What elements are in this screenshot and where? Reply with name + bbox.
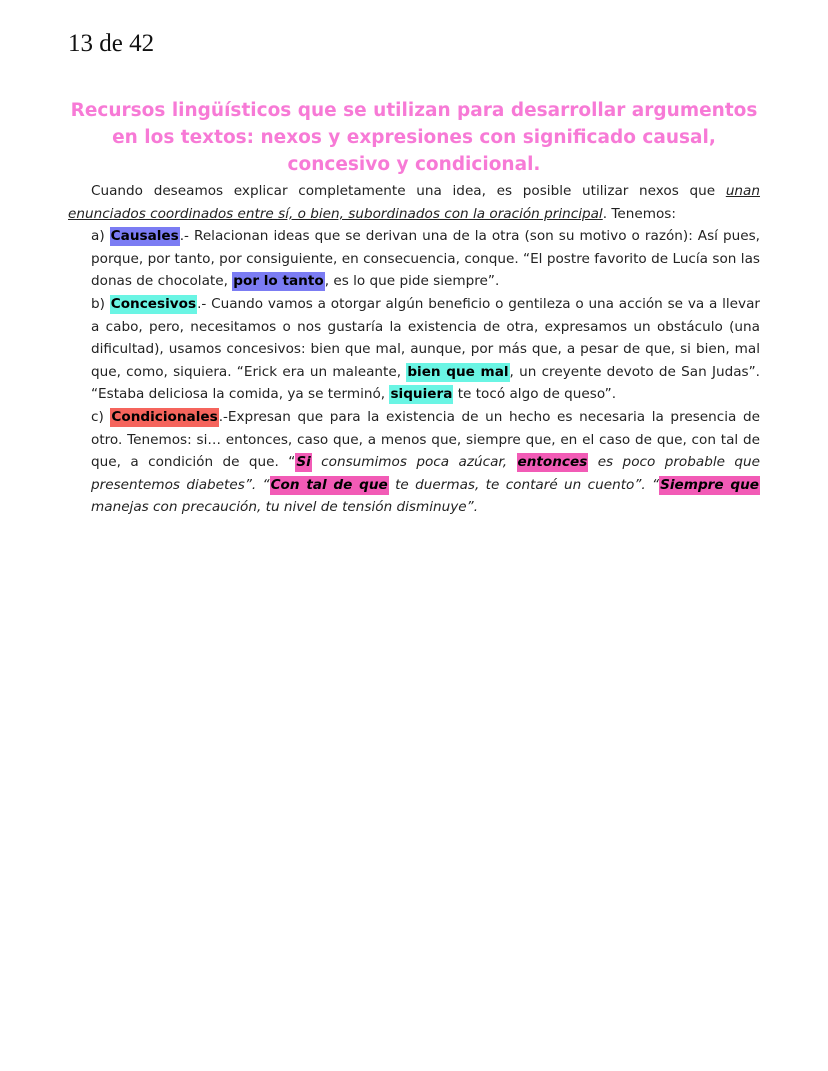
term-condicionales: Condicionales xyxy=(111,408,218,425)
body-text xyxy=(68,180,760,519)
example-highlight: bien que mal xyxy=(407,363,509,380)
list-item-concesivos xyxy=(68,293,760,406)
item-text: es poco probable que presentemos diabetes”. “ xyxy=(91,454,760,493)
example-highlight: Siempre que xyxy=(660,476,759,493)
term-causales: Causales xyxy=(110,228,179,245)
intro-underlined-text: unan enunciados coordinados entre sí, o bien, subordinados con la oración principal xyxy=(68,183,760,222)
example-highlight: siquiera xyxy=(390,386,453,403)
item-text: .-Expresan que para la existencia de un hecho es necesaria la presencia de otro. Tenemos: si… entonces, caso que, a menos que, siempre que, en el caso de que, con tal de que, a condición de que. “ xyxy=(91,408,760,471)
intro-paragraph xyxy=(68,180,760,225)
item-text: , es lo que pide siempre”. xyxy=(324,273,500,290)
example-highlight: por lo tanto xyxy=(233,273,324,290)
item-text: .- Relacionan ideas que se derivan una de la otra (son su motivo o razón): Así pues, porque, por tanto, por consiguiente, en consecuencia, conque. “El postre favorito de Lucía son las donas de chocolate, xyxy=(91,228,760,290)
list-marker: a) xyxy=(91,228,110,245)
item-text: manejas con precaución, tu nivel de tensión disminuye”. xyxy=(91,499,479,516)
item-text: , un creyente devoto de San Judas”. “Estaba deliciosa la comida, ya se terminó, xyxy=(91,363,760,403)
example-highlight: entonces xyxy=(517,454,588,471)
page-number: 13 de 42 xyxy=(68,30,155,57)
list-item-condicionales xyxy=(68,406,760,519)
item-text: te duermas, te contaré un cuento”. “ xyxy=(388,476,660,493)
list-marker: c) xyxy=(91,408,111,425)
item-text: te tocó algo de queso”. xyxy=(453,386,617,403)
list-marker: b) xyxy=(91,295,110,312)
term-concesivos: Concesivos xyxy=(110,295,197,312)
example-highlight: Si xyxy=(296,454,311,471)
item-text: .- Cuando vamos a otorgar algún beneficio o gentileza o una acción se va a llevar a cabo, pero, necesitamos o nos gustaría la existencia de otra, expresamos un obstáculo (una dificultad), usamos concesivos: bien que mal, aunque, por más que, a pesar de que, si bien, mal que, como, siquiera. “Erick era un maleante, xyxy=(91,295,760,380)
intro-text: Cuando deseamos explicar completamente una idea, es posible utilizar nexos que xyxy=(91,183,726,199)
intro-text-end: . Tenemos: xyxy=(602,205,676,222)
list-item-causales xyxy=(68,225,760,293)
item-text: consumimos poca azúcar, xyxy=(311,454,517,471)
example-highlight: Con tal de que xyxy=(270,476,388,493)
section-title: Recursos lingüísticos que se utilizan para desarrollar argumentos en los textos: nexos y expresiones con significado causal, concesivo y condicional. xyxy=(70,100,758,175)
